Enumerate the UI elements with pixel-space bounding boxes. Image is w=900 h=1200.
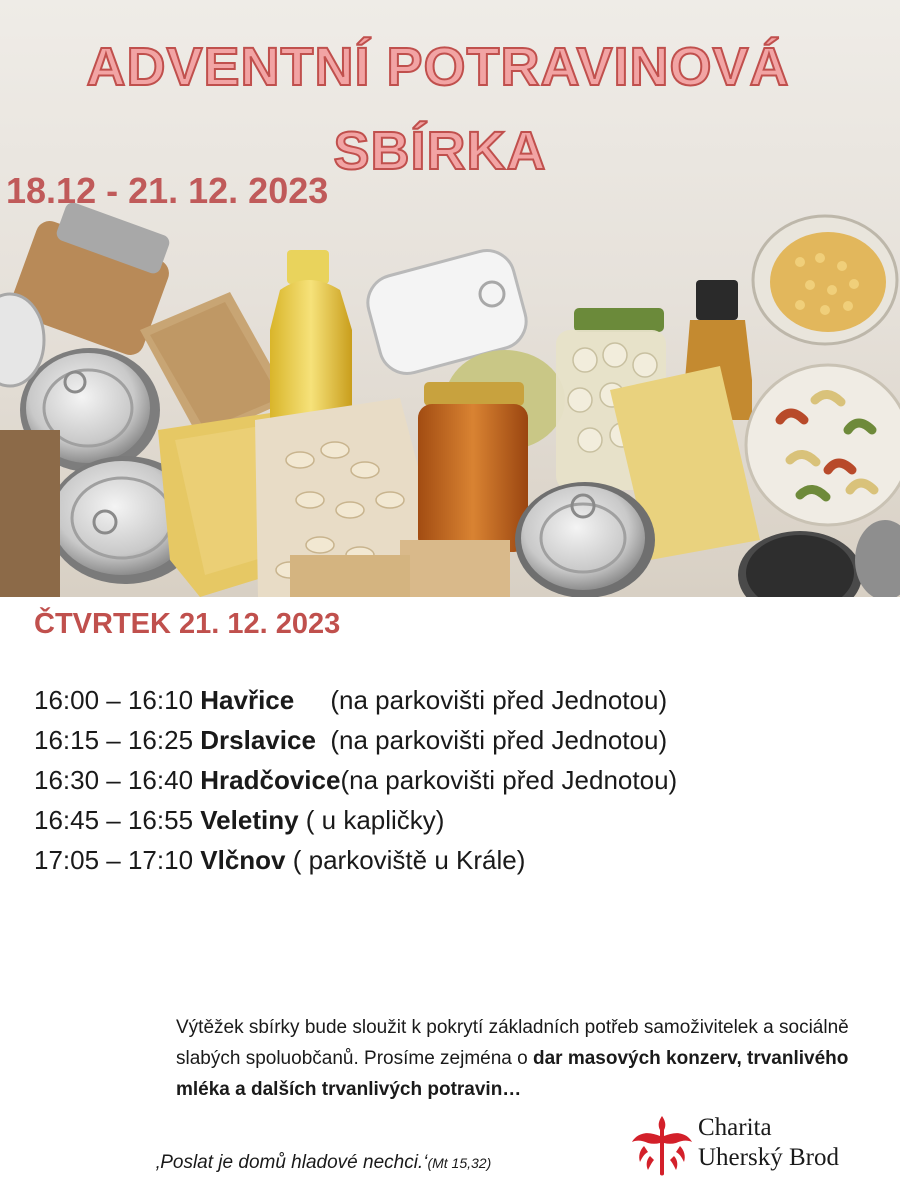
schedule-location-note: ( u kapličky): [298, 805, 445, 835]
schedule-time: 16:15 – 16:25: [34, 725, 201, 755]
purpose-note: [176, 1012, 876, 1105]
poster-title-line1: ADVENTNÍ POTRAVINOVÁ: [86, 37, 790, 97]
requested-items: dar masových konzerv, trvanlivého mléka a dalších trvanlivých potravin…: [176, 1048, 849, 1100]
quote-text: ‚Poslat je domů hladové nechci.‘: [156, 1152, 428, 1173]
logo-line2: Uherský Brod: [698, 1144, 839, 1171]
schedule-time: 16:30 – 16:40: [34, 765, 201, 795]
corn-jar-icon: [753, 216, 897, 344]
schedule-item: [34, 760, 677, 800]
caritas-cross-icon: [632, 1116, 692, 1178]
schedule-location-note: ( parkoviště u Krále): [285, 845, 526, 875]
tin-can-icon: [515, 482, 655, 597]
schedule-location-note: (na parkovišti před Jednotou): [340, 765, 678, 795]
schedule-place: Vlčnov: [200, 845, 286, 875]
bible-quote: [156, 1152, 491, 1174]
quote-reference: (Mt 15,32): [427, 1155, 492, 1171]
schedule-item: [34, 840, 677, 880]
honey-jar-icon: [418, 382, 528, 552]
schedule-item: [34, 800, 677, 840]
schedule-place: Drslavice: [200, 725, 316, 755]
collection-dates: 18.12 - 21. 12. 2023: [6, 170, 329, 211]
charita-logo: [632, 1112, 882, 1182]
schedule-time: 17:05 – 17:10: [34, 845, 201, 875]
schedule-place: Hradčovice: [200, 765, 341, 795]
schedule-item: [34, 720, 677, 760]
purpose-text: Výtěžek sbírky bude sloužit k pokrytí základních potřeb samoživitelek a sociálně slabých spoluobčanů. Prosíme zejména o: [176, 1017, 849, 1069]
schedule-location-note: (na parkovišti před Jednotou): [294, 685, 668, 715]
pasta-bowl-icon: [746, 365, 900, 525]
schedule-location-note: (na parkovišti před Jednotou): [315, 725, 668, 755]
schedule-place: Veletiny: [200, 805, 299, 835]
schedule-day-heading: ČTVRTEK 21. 12. 2023: [34, 608, 341, 640]
logo-line1: Charita: [698, 1114, 772, 1141]
food-photo: [0, 0, 900, 597]
schedule-time: 16:00 – 16:10: [34, 685, 201, 715]
schedule-place: Havřice: [200, 685, 295, 715]
schedule-item: [34, 680, 677, 720]
poster-title-line2: SBÍRKA: [333, 121, 547, 181]
schedule-time: 16:45 – 16:55: [34, 805, 201, 835]
schedule-list: [34, 680, 677, 880]
